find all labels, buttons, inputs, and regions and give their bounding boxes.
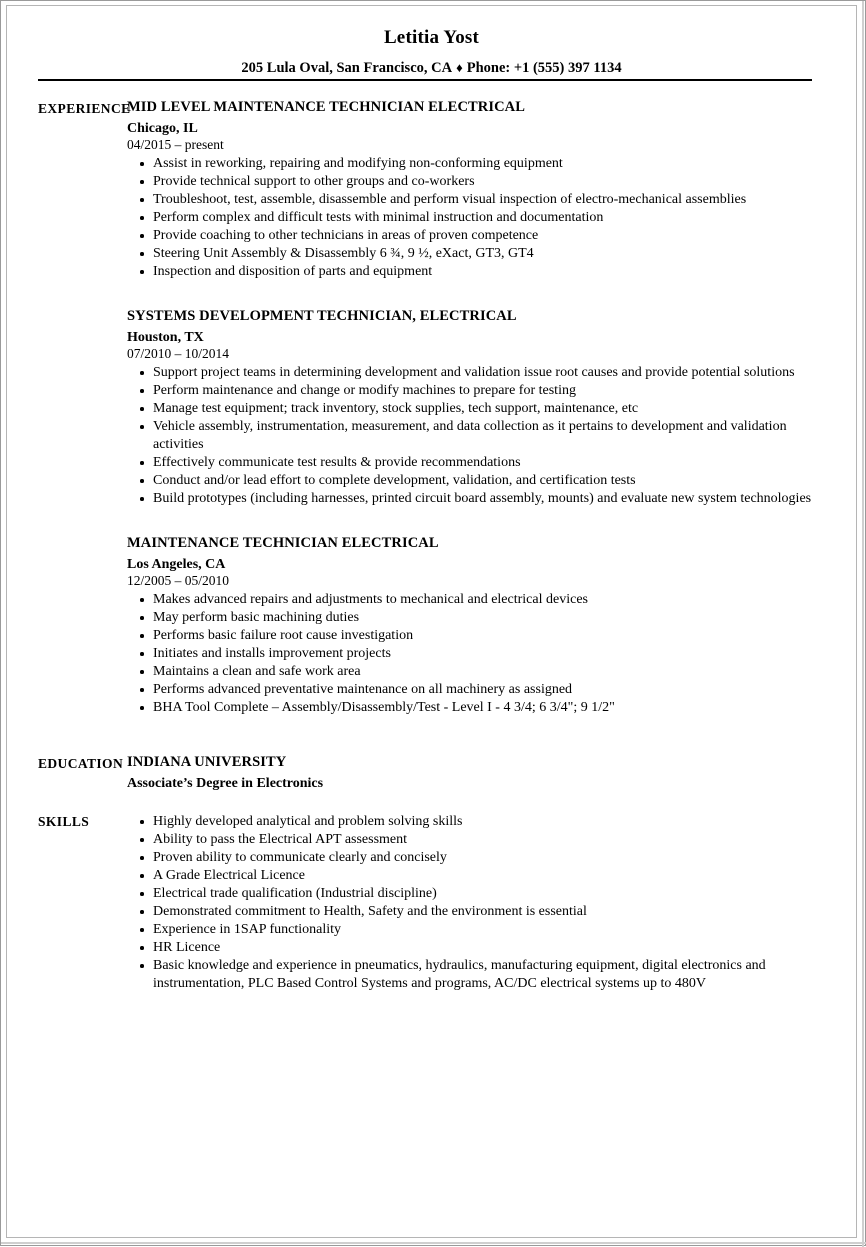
job-dates: 04/2015 – present	[127, 137, 224, 152]
job-title: SYSTEMS DEVELOPMENT TECHNICIAN, ELECTRICAL	[127, 308, 517, 324]
list-item: Demonstrated commitment to Health, Safety and the environment is essential	[127, 903, 812, 921]
list-item: Perform complex and difficult tests with minimal instruction and documentation	[127, 209, 812, 227]
list-item: Conduct and/or lead effort to complete development, validation, and certification tests	[127, 472, 812, 490]
experience-entry	[127, 307, 812, 508]
list-item: Makes advanced repairs and adjustments to mechanical and electrical devices	[127, 591, 812, 609]
section-education	[7, 753, 857, 793]
resume-content	[7, 98, 857, 993]
diamond-separator-icon: ♦	[456, 60, 463, 75]
page-edge-shadow-bottom	[1, 1242, 866, 1244]
job-title: MID LEVEL MAINTENANCE TECHNICIAN ELECTRICAL	[127, 99, 526, 115]
education-entries	[127, 753, 857, 793]
resume-header	[7, 6, 856, 77]
experience-entry	[127, 534, 812, 717]
contact-address: 205 Lula Oval, San Francisco, CA	[241, 60, 453, 76]
list-item: Experience in 1SAP functionality	[127, 921, 812, 939]
section-label-experience: EXPERIENCE	[38, 101, 131, 116]
list-item: Steering Unit Assembly & Disassembly 6 ¾, 9 ½, eXact, GT3, GT4	[127, 245, 812, 263]
list-item: Inspection and disposition of parts and equipment	[127, 263, 812, 281]
section-skills	[7, 811, 857, 993]
contact-line	[7, 59, 856, 77]
skills-bullet-list	[127, 813, 812, 993]
candidate-name: Letitia Yost	[383, 27, 480, 48]
list-item: Support project teams in determining development and validation issue root causes and provide potential solutions	[127, 364, 812, 382]
list-item: Highly developed analytical and problem solving skills	[127, 813, 812, 831]
list-item: Provide technical support to other groups and co-workers	[127, 173, 812, 191]
education-degree: Associate’s Degree in Electronics	[127, 776, 324, 791]
list-item: Performs advanced preventative maintenance on all machinery as assigned	[127, 681, 812, 699]
job-location: Los Angeles, CA	[127, 557, 226, 572]
list-item: Maintains a clean and safe work area	[127, 663, 812, 681]
list-item: Vehicle assembly, instrumentation, measurement, and data collection as it pertains to development and validation activities	[127, 418, 812, 454]
list-item: Perform maintenance and change or modify machines to prepare for testing	[127, 382, 812, 400]
list-item: Manage test equipment; track inventory, stock supplies, tech support, maintenance, etc	[127, 400, 812, 418]
list-item: Performs basic failure root cause investigation	[127, 627, 812, 645]
list-item: Basic knowledge and experience in pneumatics, hydraulics, manufacturing equipment, digital electronics and instrumentation, PLC Based Control Systems and programs, AC/DC electrical systems up to 480V	[127, 957, 812, 993]
section-label-education: EDUCATION	[38, 756, 124, 771]
list-item: Initiates and installs improvement projects	[127, 645, 812, 663]
list-item: BHA Tool Complete – Assembly/Disassembly/Test - Level I - 4 3/4; 6 3/4"; 9 1/2"	[127, 699, 812, 717]
skills-entries	[127, 811, 857, 993]
list-item: Effectively communicate test results & provide recommendations	[127, 454, 812, 472]
job-title: MAINTENANCE TECHNICIAN ELECTRICAL	[127, 535, 439, 551]
job-bullet-list	[127, 155, 812, 281]
experience-entries	[127, 98, 857, 717]
list-item: Build prototypes (including harnesses, printed circuit board assembly, mounts) and evaluate new system technologies	[127, 490, 812, 508]
list-item: Electrical trade qualification (Industrial discipline)	[127, 885, 812, 903]
resume-page-inner	[6, 5, 857, 1238]
experience-entry	[127, 98, 812, 281]
list-item: Ability to pass the Electrical APT assessment	[127, 831, 812, 849]
job-location: Chicago, IL	[127, 121, 198, 136]
job-dates: 12/2005 – 05/2010	[127, 573, 230, 588]
list-item: Troubleshoot, test, assemble, disassemble and perform visual inspection of electro-mechanical assemblies	[127, 191, 812, 209]
list-item: Proven ability to communicate clearly and concisely	[127, 849, 812, 867]
section-experience	[7, 98, 857, 717]
education-school: INDIANA UNIVERSITY	[127, 754, 287, 770]
list-item: Assist in reworking, repairing and modifying non-conforming equipment	[127, 155, 812, 173]
list-item: Provide coaching to other technicians in areas of proven competence	[127, 227, 812, 245]
section-label-skills: SKILLS	[38, 814, 90, 829]
job-location: Houston, TX	[127, 330, 204, 345]
page-edge-shadow-right	[862, 1, 864, 1247]
contact-phone: Phone: +1 (555) 397 1134	[466, 60, 622, 76]
header-divider	[38, 79, 812, 81]
list-item: A Grade Electrical Licence	[127, 867, 812, 885]
list-item: May perform basic machining duties	[127, 609, 812, 627]
list-item: HR Licence	[127, 939, 812, 957]
job-dates: 07/2010 – 10/2014	[127, 346, 230, 361]
job-bullet-list	[127, 591, 812, 717]
job-bullet-list	[127, 364, 812, 508]
